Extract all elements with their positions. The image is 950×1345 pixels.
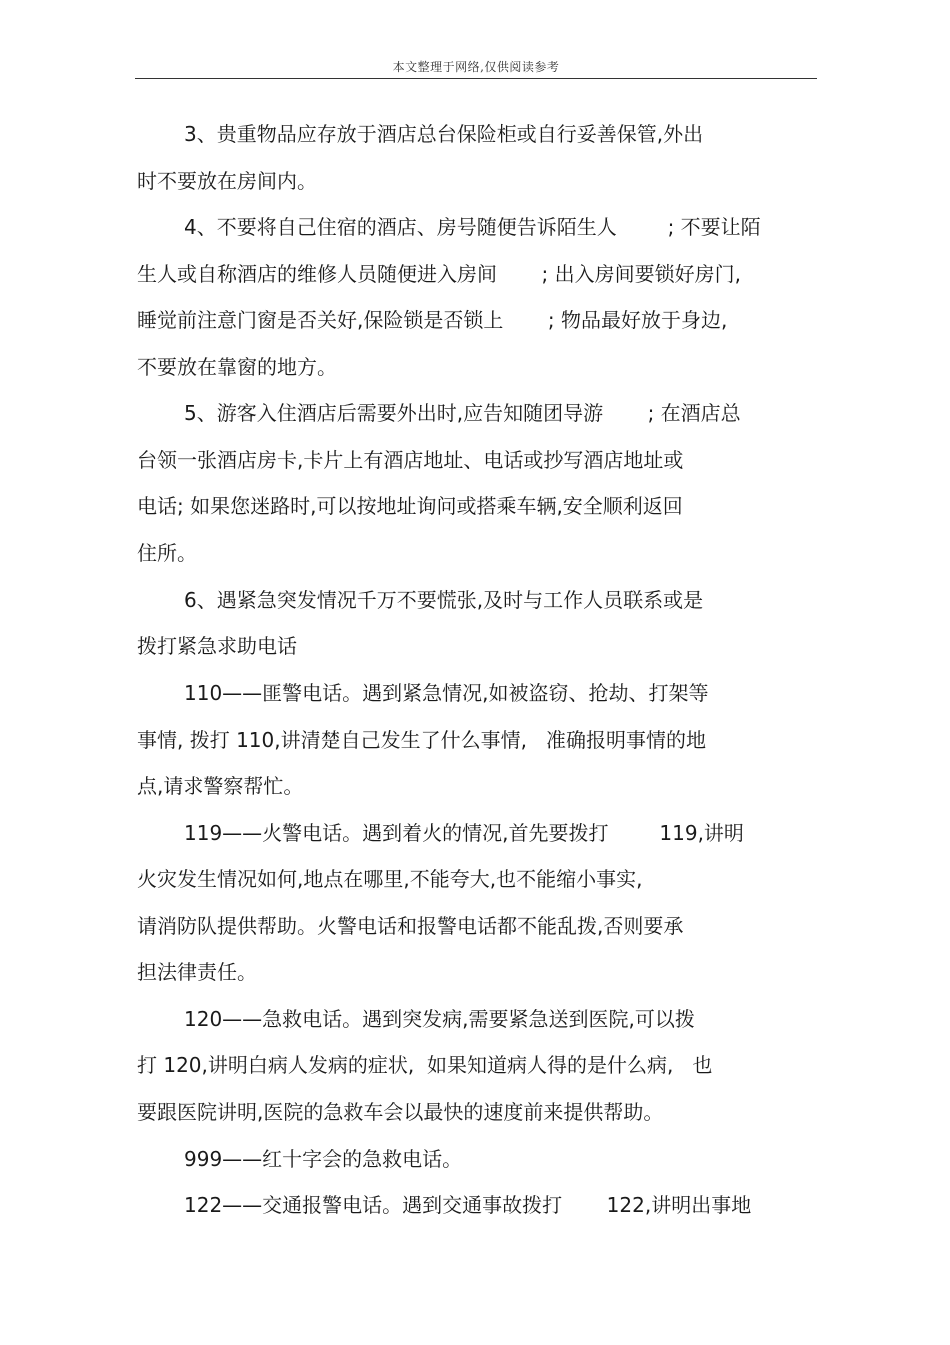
- text-line: 点,请求警察帮忙。: [137, 774, 304, 798]
- text-line: 119——火警电话。遇到着火的情况,首先要拨打 119,讲明: [184, 821, 744, 845]
- text-line: 999——红十字会的急救电话。: [184, 1147, 463, 1171]
- text-line: 电话; 如果您迷路时,可以按地址询问或搭乘车辆,安全顺利返回: [137, 494, 683, 518]
- text-line: 住所。: [137, 541, 197, 565]
- text-line: 5、游客入住酒店后需要外出时,应告知随团导游 ; 在酒店总: [184, 401, 741, 425]
- text-line: 要跟医院讲明,医院的急救车会以最快的速度前来提供帮助。: [137, 1100, 664, 1124]
- text-line: 事情, 拨打 110,讲清楚自己发生了什么事情, 准确报明事情的地: [137, 728, 707, 752]
- text-line: 打 120,讲明白病人发病的症状, 如果知道病人得的是什么病, 也: [137, 1053, 713, 1077]
- text-line: 担法律责任。: [137, 960, 257, 984]
- text-line: 请消防队提供帮助。火警电话和报警电话都不能乱拨,否则要承: [137, 914, 684, 938]
- text-line: 4、不要将自己住宿的酒店、房号随便告诉陌生人 ; 不要让陌: [184, 215, 761, 239]
- text-line: 睡觉前注意门窗是否关好,保险锁是否锁上 ; 物品最好放于身边,: [137, 308, 728, 332]
- text-line: 拨打紧急求助电话: [137, 634, 297, 658]
- text-line: 不要放在靠窗的地方。: [137, 355, 337, 379]
- text-line: 火灾发生情况如何,地点在哪里,不能夸大,也不能缩小事实,: [137, 867, 643, 891]
- text-line: 时不要放在房间内。: [137, 169, 317, 193]
- page-header: 本文整理于网络,仅供阅读参考: [392, 60, 560, 74]
- text-line: 110——匪警电话。遇到紧急情况,如被盗窃、抢劫、打架等: [184, 681, 709, 705]
- text-line: 122——交通报警电话。遇到交通事故拨打 122,讲明出事地: [184, 1193, 752, 1217]
- header-rule: [135, 78, 817, 79]
- text-line: 120——急救电话。遇到突发病,需要紧急送到医院,可以拨: [184, 1007, 695, 1031]
- text-line: 台领一张酒店房卡,卡片上有酒店地址、电话或抄写酒店地址或: [137, 448, 684, 472]
- text-line: 3、贵重物品应存放于酒店总台保险柜或自行妥善保管,外出: [184, 122, 704, 146]
- text-line: 生人或自称酒店的维修人员随便进入房间 ; 出入房间要锁好房门,: [137, 262, 741, 286]
- text-line: 6、遇紧急突发情况千万不要慌张,及时与工作人员联系或是: [184, 588, 704, 612]
